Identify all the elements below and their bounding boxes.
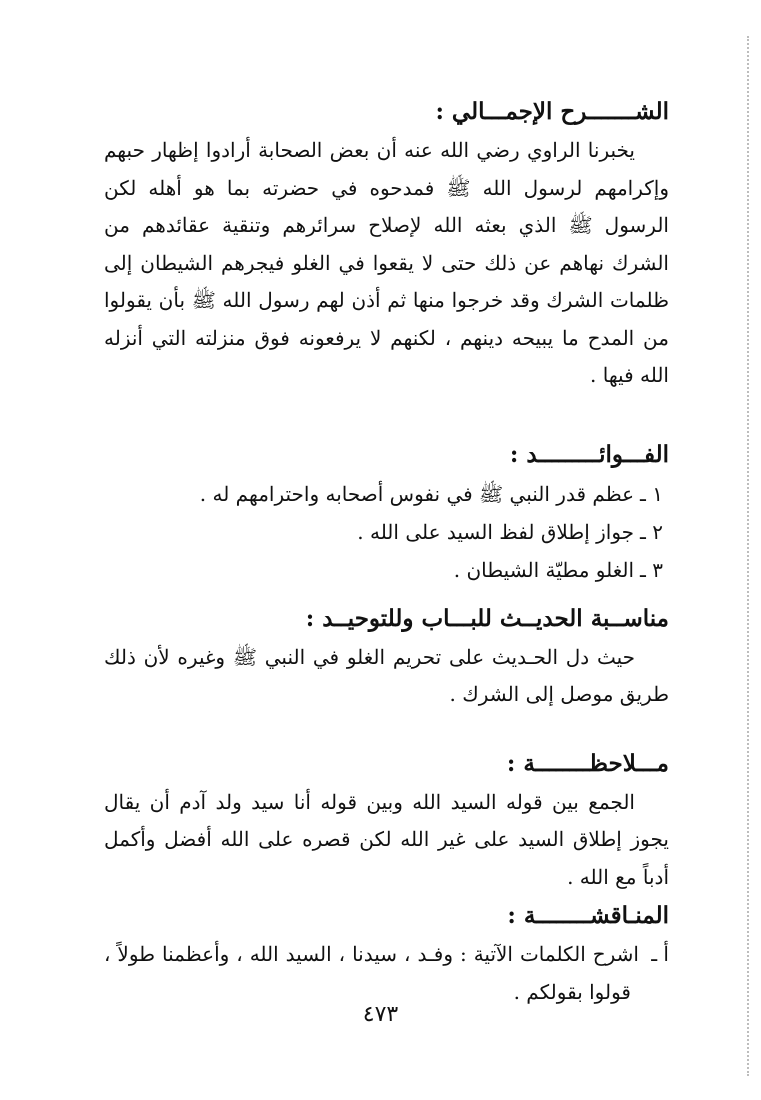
discussion-section (104, 896, 669, 1011)
relevance-section (104, 599, 669, 714)
page-number: ٤٧٣ (362, 1002, 399, 1027)
summary-section (104, 92, 669, 395)
benefits-heading: الفـــوائـــــــــد : (509, 440, 669, 468)
list-item (104, 475, 669, 513)
summary-paragraph: يخبرنا الراوي رضي الله عنه أن بعض الصحابة أرادوا إظهار حبهم وإكرامهم لرسول الله ﷺ فمدحوه في حضرته بما هو أهله لكن الرسول ﷺ الذي بعثه الله لإصلاح سرائرهم وتنقية عقائدهم من الشرك نهاهم عن ذلك حتى لا يقعوا في الغلو فيجرهم الشيطان إلى ظلمات الشرك وقد خرجوا منها ثم أذن لهم رسول الله ﷺ بأن يقولوا من المدح ما يبيحه دينهم ، لكنهم لا يرفعونه فوق منزلته التي أنزله الله فيها . (104, 138, 669, 387)
note-heading: مـــلاحظــــــــة : (506, 749, 669, 777)
summary-heading: الشـــــــرح الإجمـــالي : (435, 98, 669, 125)
question-number: أ ـ (651, 942, 669, 966)
list-item (104, 551, 669, 589)
margin-dotted-rule (747, 36, 749, 1076)
list-item-number: ٢ ـ (640, 519, 663, 544)
list-item (104, 513, 669, 551)
relevance-heading: مناســبة الحديــث للبـــاب وللتوحيــد : (305, 604, 669, 632)
discussion-question (104, 936, 669, 1011)
list-item-text: جواز إطلاق لفظ السيد على الله . (357, 519, 635, 544)
benefits-section (104, 435, 669, 589)
list-item-number: ١ ـ (640, 481, 663, 506)
list-item-text: عظم قدر النبي ﷺ في نفوس أصحابه واحترامهم له . (199, 481, 635, 506)
relevance-paragraph: حيث دل الحـديث على تحريم الغلو في النبي ﷺ وغيره لأن ذلك طريق موصل إلى الشرك . (104, 644, 669, 706)
note-paragraph: الجمع بين قوله السيد الله وبين قوله أنا سيد ولد آدم أن يقال يجوز إطلاق السيد على غير الله لكن قصره على الله أفضل وأكمل أدباً مع الله . (104, 789, 669, 889)
list-item-text: الغلو مطيّة الشيطان . (453, 557, 635, 582)
question-text: اشرح الكلمات الآتية : وفـد ، سيدنا ، السيد الله ، وأعظمنا طولاً ، قولوا بقولكم . (104, 942, 639, 1004)
note-section (104, 744, 669, 897)
discussion-heading: المنـاقشــــــــة : (507, 902, 669, 929)
page-content (104, 92, 669, 1011)
benefits-list (104, 475, 669, 589)
list-item-number: ٣ ـ (640, 557, 663, 582)
